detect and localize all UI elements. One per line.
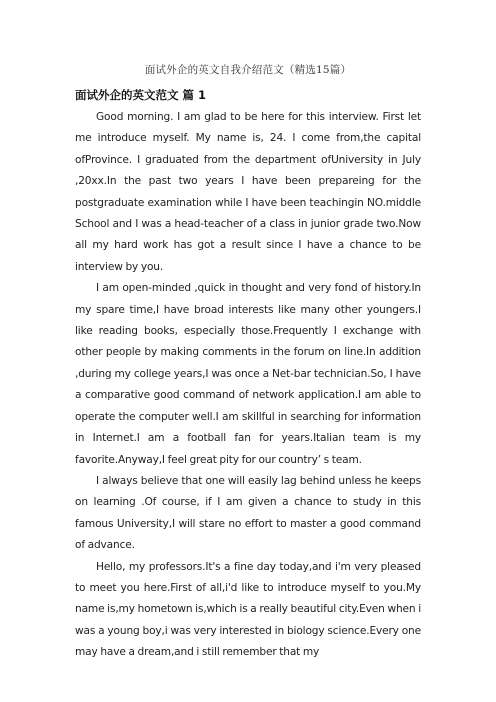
section-heading: 面试外企的英文范文 篇 1 [75,88,207,102]
paragraph-2: I am open-minded ,quick in thought and very fond of history.In my spare time,I have broad interests like many other youngers.I like reading books, especially those.Frequently I exchange with other people by making comments in the forum on line.In addition ,during my college years,I was once a Net-bar technician.So, I have a comparative good command of network application.I am able to operate the computer well.I am skillful in searching for information in Internet.I am a football fan for years.Italian team is my favorite.Anyway,I feel great pity for our country’ s team. [75,282,421,466]
paragraph-4: Hello, my professors.It's a fine day today,and i'm very pleased to meet you here.First of all,i'd like to introduce myself to you.My name is,my hometown is,which is a really beautiful city.Even when i was a young boy,i was very interested in biology science.Every one may have a dream,and i still remember that my [75,560,421,659]
page-header-title: 面试外企的英文自我介绍范文（精选15篇） [144,64,352,76]
paragraph-1: Good morning. I am glad to be here for this interview. First let me introduce myself. My name is, 24. I come from,the capital ofProvince. I graduated from the department ofUniversity in July ,20xx.In the past two years I have been prepareing for the postgraduate examination while I have been teachingin NO.middle School and I was a head-teacher of a class in junior grade two.Now all my hard work has got a result since I have a chance to be interview by you. [75,111,421,273]
document-body [75,85,421,664]
paragraph-3: I always believe that one will easily lag behind unless he keeps on learning .Of course, if I am given a chance to study in this famous University,I will stare no effort to master a good command of advance. [75,474,421,552]
